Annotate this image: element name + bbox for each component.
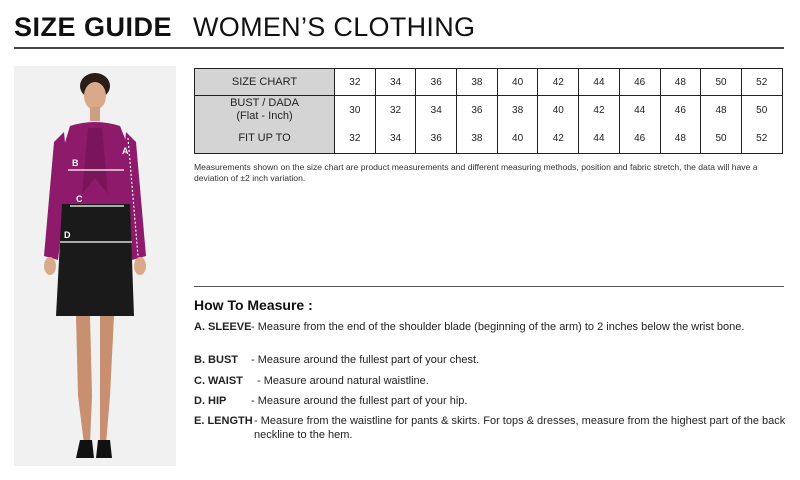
how-to-measure-title: How To Measure :: [194, 297, 313, 313]
neck-shape: [90, 107, 100, 121]
fit-cell: 46: [619, 125, 660, 154]
label-d: D: [64, 230, 71, 240]
bust-cell: 30: [335, 96, 376, 125]
left-hand: [44, 257, 56, 275]
bust-label: BUST / DADA: [230, 97, 299, 110]
size-cell: 52: [741, 69, 782, 96]
right-leg: [100, 316, 114, 444]
size-cell: 34: [375, 69, 416, 96]
fit-cell: 52: [741, 125, 782, 154]
measure-item-length: [194, 414, 789, 442]
size-cell: 46: [619, 69, 660, 96]
measure-item-waist: [194, 374, 789, 388]
measure-item-bust: [194, 353, 789, 367]
fit-cell: 38: [457, 125, 498, 154]
size-cell: 44: [579, 69, 620, 96]
size-cell: 36: [416, 69, 457, 96]
bust-cell: 44: [619, 96, 660, 125]
size-row: [195, 69, 783, 96]
bust-cell: 42: [579, 96, 620, 125]
measure-key: C. WAIST: [194, 375, 243, 387]
measure-key: E. LENGTH: [194, 415, 253, 427]
measure-item-sleeve: [194, 320, 789, 334]
fit-cell: 48: [660, 125, 701, 154]
model-illustration: [14, 66, 176, 466]
label-b: B: [72, 158, 79, 168]
size-chart-table: [194, 68, 783, 154]
size-chart-header: SIZE CHART: [195, 69, 335, 96]
bust-cell: 46: [660, 96, 701, 125]
bust-cell: 40: [538, 96, 579, 125]
right-shoe: [96, 440, 112, 458]
measurement-note: Measurements shown on the size chart are product measurements and different measuring methods, position and fabric stretch, the data will have a deviation of ±2 inch variation.: [194, 162, 758, 183]
measure-desc: - Measure around the fullest part of your hip.: [251, 395, 468, 407]
bust-cell: 48: [701, 96, 742, 125]
fit-row: [195, 125, 783, 154]
size-cell: 38: [457, 69, 498, 96]
fit-cell: 50: [701, 125, 742, 154]
fit-row-header: FIT UP TO: [195, 125, 335, 154]
measure-item-hip: [194, 394, 789, 408]
fit-cell: 34: [375, 125, 416, 154]
face-shape: [84, 82, 106, 110]
fit-cell: 36: [416, 125, 457, 154]
size-cell: 42: [538, 69, 579, 96]
bust-row-header: [195, 96, 335, 125]
left-leg: [76, 316, 92, 444]
bust-cell: 32: [375, 96, 416, 125]
size-cell: 48: [660, 69, 701, 96]
bust-cell: 34: [416, 96, 457, 125]
right-hand: [134, 257, 146, 275]
section-divider: [194, 286, 784, 287]
fit-cell: 42: [538, 125, 579, 154]
bust-unit-label: (Flat - Inch): [236, 110, 293, 123]
measure-key: D. HIP: [194, 395, 227, 407]
size-cell: 50: [701, 69, 742, 96]
left-shoe: [76, 440, 94, 458]
label-a: A: [122, 146, 129, 156]
bust-cell: 36: [457, 96, 498, 125]
fit-cell: 40: [497, 125, 538, 154]
measure-desc: - Measure around the fullest part of your chest.: [251, 354, 480, 366]
measure-key: A. SLEEVE: [194, 321, 252, 333]
size-cell: 32: [335, 69, 376, 96]
page-title: SIZE GUIDE: [14, 12, 173, 42]
label-c: C: [76, 194, 83, 204]
measure-desc: - Measure around natural waistline.: [257, 375, 429, 387]
bust-cell: 50: [741, 96, 782, 125]
bust-row: [195, 96, 783, 125]
fit-cell: 44: [579, 125, 620, 154]
skirt-shape: [56, 204, 134, 316]
measure-key: B. BUST: [194, 354, 238, 366]
fit-cell: 32: [335, 125, 376, 154]
measure-desc: - Measure from the waistline for pants & skirts. For tops & dresses, measure from the highest part of the back neckline to the hem.: [254, 415, 786, 441]
model-photo: [14, 66, 176, 466]
header-divider: [14, 47, 784, 49]
size-cell: 40: [497, 69, 538, 96]
bust-cell: 38: [497, 96, 538, 125]
page-subtitle: WOMEN’S CLOTHING: [193, 12, 476, 42]
measure-desc: - Measure from the end of the shoulder blade (beginning of the arm) to 2 inches below the wrist bone.: [251, 321, 745, 333]
